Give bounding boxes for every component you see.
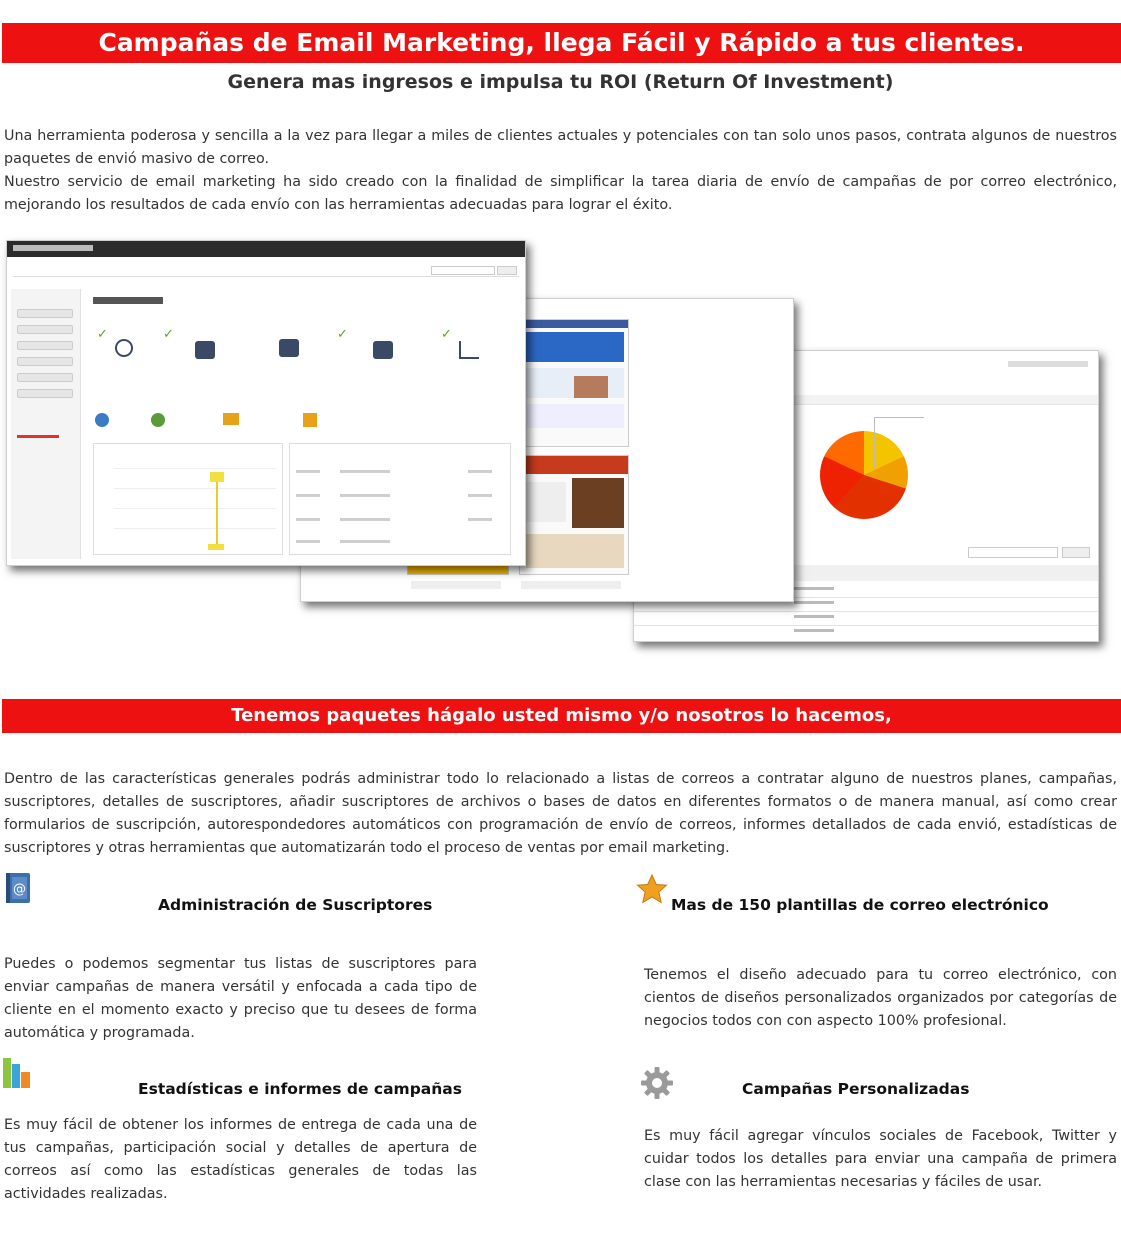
- packages-title: Tenemos paquetes hágalo usted mismo y/o nosotros lo hacemos,: [231, 705, 892, 726]
- feature-text-custom-campaigns: Es muy fácil agregar vínculos sociales de Facebook, Twitter y cuidar todos los detalles para enviar una campaña de primera clase con las herramientas necesarias y fáciles de usar.: [644, 1128, 1117, 1190]
- feature-text-statistics: Es muy fácil de obtener los informes de entrega de cada una de tus campañas, participación social y detalles de apertura de correos así como las estadísticas generales de todas las actividades realizadas.: [4, 1117, 477, 1202]
- intro-paragraph: Una herramienta poderosa y sencilla a la vez para llegar a miles de clientes actuales y potenciales con tan solo unos pasos, contrata algunos de nuestros paquetes de envió masivo de correo. Nuestro servicio de email marketing ha sido creado con la finalidad de simplificar la tarea diaria de envío de campañas de por correo electrónico, mejorando los resultados de cada envío con las herramientas adecuadas para lograr el éxito.: [4, 128, 1117, 213]
- feature-text-subscribers: Puedes o podemos segmentar tus listas de suscriptores para enviar campañas de manera versátil y enfocada a cada tipo de cliente en el momento exacto y preciso que tu desees de forma automática y programada.: [4, 956, 477, 1041]
- feature-title-templates: Mas de 150 plantillas de correo electrónico: [671, 896, 1049, 914]
- feature-text-templates: Tenemos el diseño adecuado para tu correo electrónico, con cientos de diseños personalizados organizados por categorías de negocios todos con con aspecto 100% profesional.: [644, 967, 1117, 1029]
- address-book-icon: [4, 872, 32, 908]
- dashboard-screenshot: ✓ ✓ ✓ ✓: [6, 240, 526, 566]
- main-title: Campañas de Email Marketing, llega Fácil y Rápido a tus clientes.: [98, 28, 1025, 57]
- gear-icon: [640, 1066, 674, 1104]
- feature-title-custom-campaigns: Campañas Personalizadas: [742, 1080, 970, 1098]
- star-icon: [636, 874, 668, 908]
- feature-title-subscribers: Administración de Suscriptores: [158, 896, 433, 914]
- packages-banner: [2, 699, 1121, 733]
- feature-title-statistics: Estadísticas e informes de campañas: [138, 1080, 462, 1098]
- features-intro-paragraph: Dentro de las características generales podrás administrar todo lo relacionado a listas de correos a contratar alguno de nuestros planes, campañas, suscriptores, detalles de suscriptores, añadir suscriptores de archivos o bases de datos en diferentes formatos o de manera manual, así como crear formularios de suscripción, autorespondedores automáticos con programación de envío de correos, informes detallados de cada envió, estadísticas de suscriptores y otras herramientas que automatizarán todo el proceso de ventas por email marketing.: [4, 771, 1117, 856]
- bar-chart-icon: [2, 1056, 32, 1092]
- main-title-banner: [2, 23, 1121, 63]
- subtitle: Genera mas ingresos e impulsa tu ROI (Return Of Investment): [227, 71, 894, 93]
- svg-text:@: @: [13, 882, 26, 897]
